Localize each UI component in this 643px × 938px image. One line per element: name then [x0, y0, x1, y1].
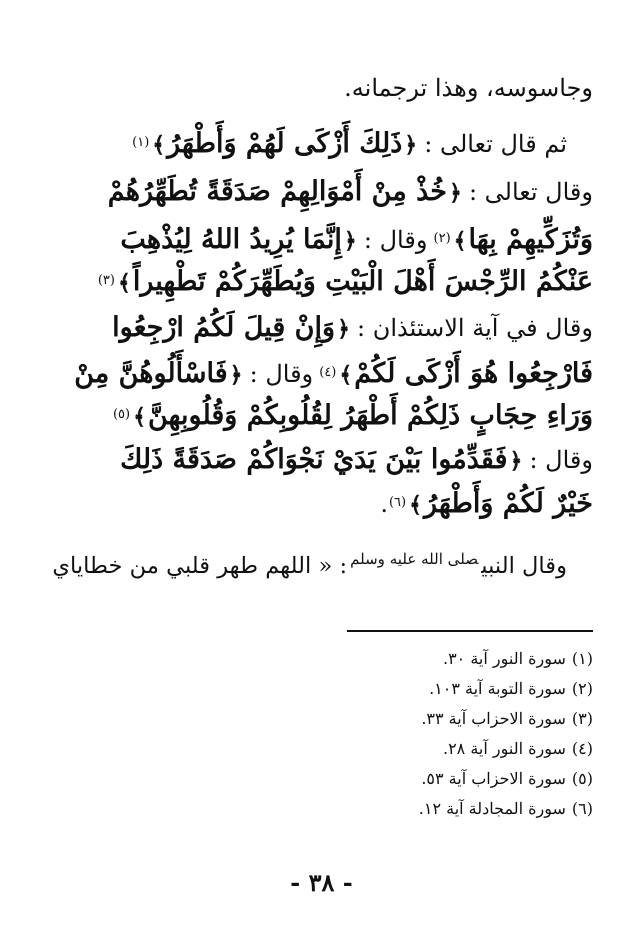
footnote-text: سورة التوبة آية ١٠٣.: [429, 679, 566, 698]
line-text: ثم قال تعالى :: [424, 130, 567, 158]
footnote-ref: (٥): [112, 406, 131, 422]
footnote-item: [419, 764, 593, 794]
text-line-6: [50, 312, 593, 344]
footnote-item: [419, 734, 593, 764]
ornament-close-icon: ﴾: [152, 132, 166, 158]
quran-verse: خُذْ مِنْ أَمْوَالِهِمْ صَدَقَةً تُطَهِّرُهُمْ: [107, 176, 447, 207]
quran-verse: عَنْكُمُ الرِّجْسَ أَهْلَ الْبَيْتِ وَيُطَهِّرَكُمْ تَطْهِيراً: [132, 266, 593, 297]
footnote-number: (٤): [571, 739, 593, 758]
quran-verse: وَإِنْ قِيلَ لَكُمُ ارْجِعُوا: [112, 312, 336, 343]
quran-verse: ذَلِكَ أَزْكَى لَهُمْ وَأَطْهَرُ: [167, 128, 403, 159]
footnote-ref: (٤): [319, 364, 337, 380]
footnote-text: سورة النور آية ٣٠.: [442, 649, 566, 668]
footnote-item: [419, 794, 593, 824]
footnote-divider: [347, 630, 593, 632]
quran-verse: وَتُزَكِّيهِمْ بِهَا: [468, 224, 593, 255]
text-line-8: [50, 400, 593, 432]
footnote-number: (٦): [571, 799, 593, 818]
footnote-item: [419, 704, 593, 734]
quran-verse: فَارْجِعُوا هُوَ أَزْكَى لَكُمْ: [354, 358, 593, 389]
ornament-open-icon: ﴿: [337, 316, 350, 342]
ornament-open-icon: ﴿: [404, 132, 418, 158]
line-text: وقال :: [529, 446, 593, 474]
footnote-number: (٥): [571, 769, 593, 788]
line-text: وقال النبي: [481, 553, 567, 579]
ornament-open-icon: ﴿: [343, 228, 357, 254]
line-text: : « اللهم طهر قلبي من خطاياي: [52, 553, 348, 579]
line-text: .: [380, 490, 388, 518]
quran-verse: إِنَّمَا يُرِيدُ اللهُ لِيُذْهِبَ: [120, 224, 342, 255]
quran-verse: فَاسْأَلُوهُنَّ مِنْ: [74, 358, 228, 389]
text-line-11: [50, 550, 593, 580]
footnote-number: (٣): [571, 709, 593, 728]
line-text: وقال في آية الاستئذان :: [357, 314, 593, 342]
ornament-close-icon: ﴾: [409, 492, 422, 518]
text-line-2: [50, 128, 593, 160]
footnote-ref: (٣): [97, 272, 115, 288]
page-number: - ٣٨ -: [290, 868, 353, 897]
salawat-icon: صلى الله عليه وسلم: [350, 550, 479, 568]
ornament-open-icon: ﴿: [448, 180, 462, 206]
ornament-close-icon: ﴾: [117, 270, 131, 296]
line-text: وقال :: [363, 226, 428, 254]
footnotes-list: [419, 644, 593, 824]
text-line-1: [50, 74, 593, 103]
text-line-9: [50, 444, 593, 476]
text-line-5: [50, 266, 593, 298]
footnote-ref: (١): [132, 134, 150, 150]
footnote-ref: (٢): [433, 230, 451, 246]
footnote-number: (٢): [571, 679, 593, 698]
footnote-item: [419, 644, 593, 674]
footnote-text: سورة النور آية ٢٨.: [442, 739, 566, 758]
ornament-open-icon: ﴿: [229, 362, 243, 388]
ornament-close-icon: ﴾: [133, 404, 146, 430]
text-line-7: [50, 358, 593, 390]
footnote-text: سورة المجادلة آية ١٢.: [418, 799, 566, 818]
line-text: وقال :: [249, 360, 314, 388]
text-line-10: [50, 488, 593, 520]
quran-verse: فَقَدِّمُوا بَيْنَ يَدَيْ نَجْوَاكُمْ صَدَقَةً ذَلِكَ: [120, 444, 508, 475]
line-text: وجاسوسه، وهذا ترجمانه.: [344, 74, 593, 102]
footnote-item: [419, 674, 593, 704]
ornament-close-icon: ﴾: [339, 362, 353, 388]
ornament-open-icon: ﴿: [509, 448, 523, 474]
footnote-text: سورة الاحزاب آية ٣٣.: [421, 709, 566, 728]
footnote-ref: (٦): [388, 494, 407, 510]
footnote-number: (١): [571, 649, 593, 668]
quran-verse: وَرَاءِ حِجَابٍ ذَلِكُمْ أَطْهَرُ لِقُلُوبِكُمْ وَقُلُوبِهِنَّ: [147, 400, 593, 431]
footnote-text: سورة الاحزاب آية ٥٣.: [421, 769, 566, 788]
ornament-close-icon: ﴾: [453, 228, 467, 254]
line-text: وقال تعالى :: [468, 178, 593, 206]
text-line-4: [50, 224, 593, 256]
text-line-3: [50, 176, 593, 208]
quran-verse: خَيْرٌ لَكُمْ وَأَطْهَرُ: [423, 488, 593, 519]
